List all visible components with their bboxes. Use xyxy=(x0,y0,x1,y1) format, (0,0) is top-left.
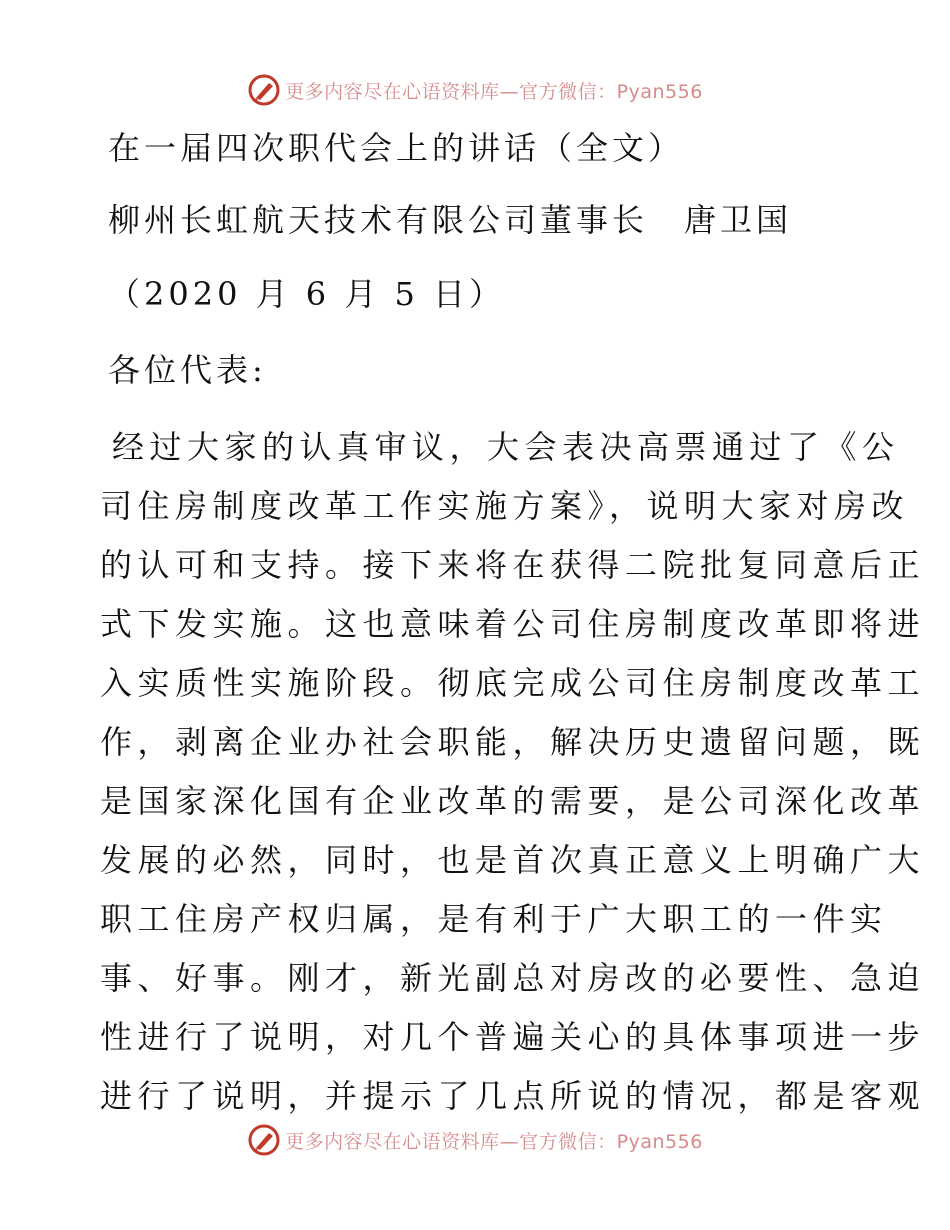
watermark-text: 更多内容尽在心语资料库—官方微信：Pyan556 xyxy=(285,80,703,103)
pen-circle-logo-icon xyxy=(247,73,281,107)
document-author: 柳州长虹航天技术有限公司董事长 唐卫国 xyxy=(108,201,793,239)
body-line: 性进行了说明，对几个普遍关心的具体事项进一步 xyxy=(100,1018,926,1056)
body-line: 司住房制度改革工作实施方案》，说明大家对房改 xyxy=(100,487,910,525)
watermark-footer xyxy=(0,1122,950,1158)
body-line: 的认可和支持。接下来将在获得二院批复同意后正 xyxy=(100,546,926,584)
body-line: 作，剥离企业办社会职能，解决历史遗留问题，既 xyxy=(100,723,926,761)
body-line: 发展的必然，同时，也是首次真正意义上明确广大 xyxy=(100,841,926,879)
salutation: 各位代表: xyxy=(108,351,267,389)
body-line: 经过大家的认真审议，大会表决高票通过了《公 xyxy=(112,428,900,466)
watermark-text: 更多内容尽在心语资料库—官方微信：Pyan556 xyxy=(285,1130,703,1153)
pen-circle-logo-icon xyxy=(247,1123,281,1157)
body-paragraph xyxy=(100,418,926,1126)
body-line: 式下发实施。这也意味着公司住房制度改革即将进 xyxy=(100,605,926,643)
document-date: （2020 月 6 月 5 日） xyxy=(108,275,506,313)
body-line: 职工住房产权归属，是有利于广大职工的一件实 xyxy=(100,900,888,938)
body-line: 事、好事。刚才，新光副总对房改的必要性、急迫 xyxy=(100,959,926,997)
body-line: 进行了说明，并提示了几点所说的情况，都是客观 xyxy=(100,1077,926,1115)
watermark-header xyxy=(0,72,950,108)
document-title: 在一届四次职代会上的讲话（全文） xyxy=(108,129,685,167)
body-line: 入实质性实施阶段。彻底完成公司住房制度改革工 xyxy=(100,664,926,702)
body-line: 是国家深化国有企业改革的需要，是公司深化改革 xyxy=(100,782,926,820)
